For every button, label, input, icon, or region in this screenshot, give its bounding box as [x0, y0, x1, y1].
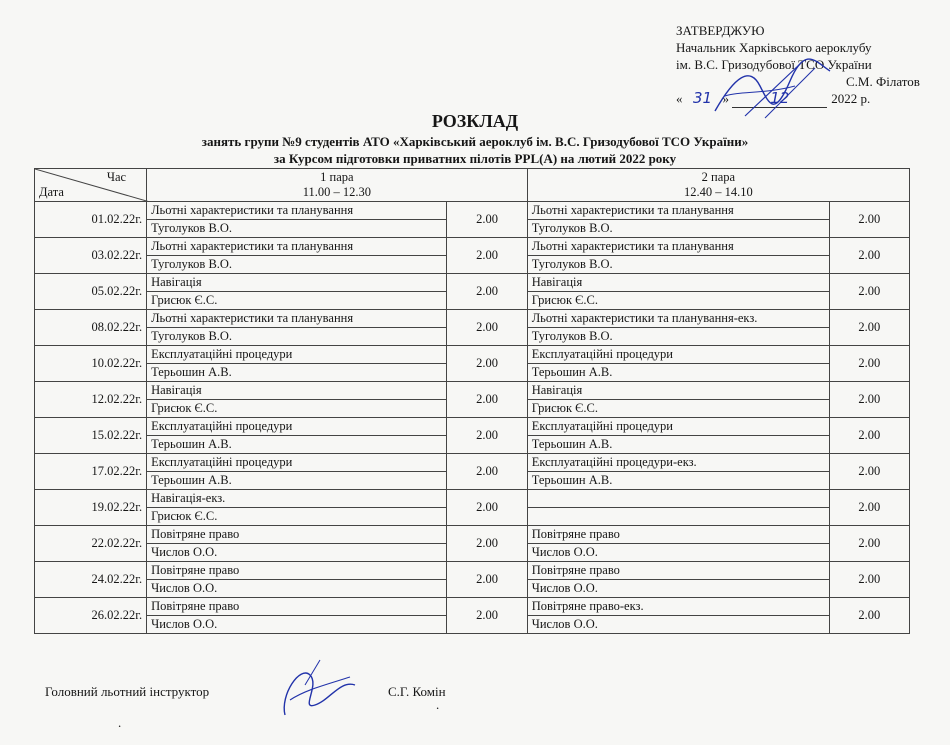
table-row [35, 562, 910, 580]
pair2-hours: 2.00 [829, 490, 909, 526]
pair2-teacher: Терьошин А.В. [527, 436, 829, 454]
pair2-time: 12.40 – 14.10 [683, 185, 753, 199]
header-time-label: Час [106, 170, 127, 184]
pair2-subject: Повітряне право [527, 562, 829, 580]
pair1-teacher: Числов О.О. [147, 616, 447, 634]
header-corner-cell [35, 169, 147, 202]
pair1-hours: 2.00 [447, 490, 527, 526]
pair1-subject: Експлуатаційні процедури [147, 346, 447, 364]
pair2-teacher: Терьошин А.В. [527, 472, 829, 490]
pair1-hours: 2.00 [447, 562, 527, 598]
pair2-name: 2 пара [701, 170, 736, 184]
pair2-subject [527, 490, 829, 508]
date-cell: 19.02.22г. [35, 490, 147, 526]
pair2-subject: Повітряне право-екз. [527, 598, 829, 616]
table-row [35, 598, 910, 616]
pair2-subject: Повітряне право [527, 526, 829, 544]
pair1-subject: Льотні характеристики та планування [147, 202, 447, 220]
pair1-teacher: Туголуков В.О. [147, 328, 447, 346]
pair2-hours: 2.00 [829, 454, 909, 490]
table-row [35, 274, 910, 292]
pair1-teacher: Числов О.О. [147, 544, 447, 562]
pair1-subject: Експлуатаційні процедури [147, 418, 447, 436]
approval-month: 12 [732, 90, 827, 108]
pair1-hours: 2.00 [447, 598, 527, 634]
date-cell: 10.02.22г. [35, 346, 147, 382]
pair2-hours: 2.00 [829, 346, 909, 382]
table-row [35, 454, 910, 472]
pair1-teacher: Числов О.О. [147, 580, 447, 598]
footer-dot: . [436, 697, 440, 712]
pair1-name: 1 пара [320, 170, 354, 184]
pair2-subject: Льотні характеристики та планування [527, 202, 829, 220]
pair2-hours: 2.00 [829, 274, 909, 310]
pair1-subject: Експлуатаційні процедури [147, 454, 447, 472]
pair1-subject: Льотні характеристики та планування [147, 310, 447, 328]
approval-header: ЗАТВЕРДЖУЮ [676, 23, 765, 38]
table-row [35, 202, 910, 220]
quote-open: « [676, 91, 683, 106]
pair2-hours: 2.00 [829, 598, 909, 634]
quote-close: » [722, 91, 729, 106]
approval-year: 2022 р. [831, 91, 871, 106]
date-cell: 08.02.22г. [35, 310, 147, 346]
footer-position: Головний льотний інструктор [45, 684, 210, 699]
table-header-row [35, 169, 910, 202]
table-row [35, 418, 910, 436]
date-cell: 12.02.22г. [35, 382, 147, 418]
schedule-table [34, 168, 910, 634]
pair1-teacher: Грисюк Є.С. [147, 400, 447, 418]
pair1-subject: Навігація [147, 274, 447, 292]
date-cell: 17.02.22г. [35, 454, 147, 490]
table-row [35, 490, 910, 508]
pair1-subject: Льотні характеристики та планування [147, 238, 447, 256]
pair1-subject: Повітряне право [147, 598, 447, 616]
pair2-teacher: Числов О.О. [527, 580, 829, 598]
pair2-teacher [527, 508, 829, 526]
pair2-subject: Льотні характеристики та планування [527, 238, 829, 256]
pair1-teacher: Терьошин А.В. [147, 364, 447, 382]
date-cell: 15.02.22г. [35, 418, 147, 454]
table-row [35, 238, 910, 256]
pair2-subject: Навігація [527, 382, 829, 400]
header-pair1 [147, 169, 528, 202]
pair2-teacher: Туголуков В.О. [527, 220, 829, 238]
pair1-hours: 2.00 [447, 238, 527, 274]
pair1-teacher: Туголуков В.О. [147, 256, 447, 274]
pair2-hours: 2.00 [829, 418, 909, 454]
pair2-subject: Експлуатаційні процедури [527, 346, 829, 364]
pair2-subject: Експлуатаційні процедури [527, 418, 829, 436]
pair2-teacher: Терьошин А.В. [527, 364, 829, 382]
table-row [35, 526, 910, 544]
pair1-subject: Повітряне право [147, 562, 447, 580]
pair1-hours: 2.00 [447, 454, 527, 490]
approval-name: С.М. Філатов [846, 74, 920, 89]
table-row [35, 310, 910, 328]
pair1-subject: Навігація [147, 382, 447, 400]
pair2-subject: Експлуатаційні процедури-екз. [527, 454, 829, 472]
header-date-label: Дата [39, 185, 64, 199]
approval-position-line1: Начальник Харківського аероклубу [676, 40, 872, 55]
pair1-teacher: Туголуков В.О. [147, 220, 447, 238]
pair2-teacher: Грисюк Є.С. [527, 292, 829, 310]
pair1-hours: 2.00 [447, 310, 527, 346]
pair2-teacher: Грисюк Є.С. [527, 400, 829, 418]
pair2-hours: 2.00 [829, 202, 909, 238]
pair1-hours: 2.00 [447, 346, 527, 382]
pair1-subject: Навігація-екз. [147, 490, 447, 508]
document-title: РОЗКЛАД [431, 111, 519, 131]
pair2-hours: 2.00 [829, 526, 909, 562]
header-pair2 [527, 169, 909, 202]
pair1-hours: 2.00 [447, 202, 527, 238]
table-row [35, 346, 910, 364]
pair2-teacher: Числов О.О. [527, 544, 829, 562]
pair1-teacher: Терьошин А.В. [147, 436, 447, 454]
pair1-teacher: Грисюк Є.С. [147, 508, 447, 526]
pair1-teacher: Грисюк Є.С. [147, 292, 447, 310]
date-cell: 22.02.22г. [35, 526, 147, 562]
pair2-teacher: Туголуков В.О. [527, 256, 829, 274]
date-cell: 26.02.22г. [35, 598, 147, 634]
pair2-hours: 2.00 [829, 310, 909, 346]
pair1-hours: 2.00 [447, 382, 527, 418]
approval-position-line2: ім. В.С. Гризодубової ТСО України [676, 57, 872, 72]
date-cell: 01.02.22г. [35, 202, 147, 238]
document-subtitle-line2: за Курсом підготовки приватних пілотів PPL(A) на лютий 2022 року [273, 151, 677, 166]
pair2-hours: 2.00 [829, 562, 909, 598]
approval-day: 31 [692, 89, 713, 107]
pair2-subject: Льотні характеристики та планування-екз. [527, 310, 829, 328]
footer-name: С.Г. Комін [388, 684, 446, 699]
pair1-time: 11.00 – 12.30 [302, 185, 372, 199]
pair2-hours: 2.00 [829, 382, 909, 418]
table-row [35, 382, 910, 400]
pair1-teacher: Терьошин А.В. [147, 472, 447, 490]
date-cell: 03.02.22г. [35, 238, 147, 274]
pair1-hours: 2.00 [447, 526, 527, 562]
document-subtitle-line1: занять групи №9 студентів АТО «Харківський аероклуб ім. В.С. Гризодубової ТСО України» [201, 134, 749, 149]
pair2-hours: 2.00 [829, 238, 909, 274]
pair2-teacher: Туголуков В.О. [527, 328, 829, 346]
pair1-hours: 2.00 [447, 274, 527, 310]
pair2-subject: Навігація [527, 274, 829, 292]
pair1-subject: Повітряне право [147, 526, 447, 544]
date-cell: 05.02.22г. [35, 274, 147, 310]
footer-dot-left: . [118, 715, 122, 730]
date-cell: 24.02.22г. [35, 562, 147, 598]
pair2-teacher: Числов О.О. [527, 616, 829, 634]
instructor-signature-icon [270, 655, 360, 725]
pair1-hours: 2.00 [447, 418, 527, 454]
